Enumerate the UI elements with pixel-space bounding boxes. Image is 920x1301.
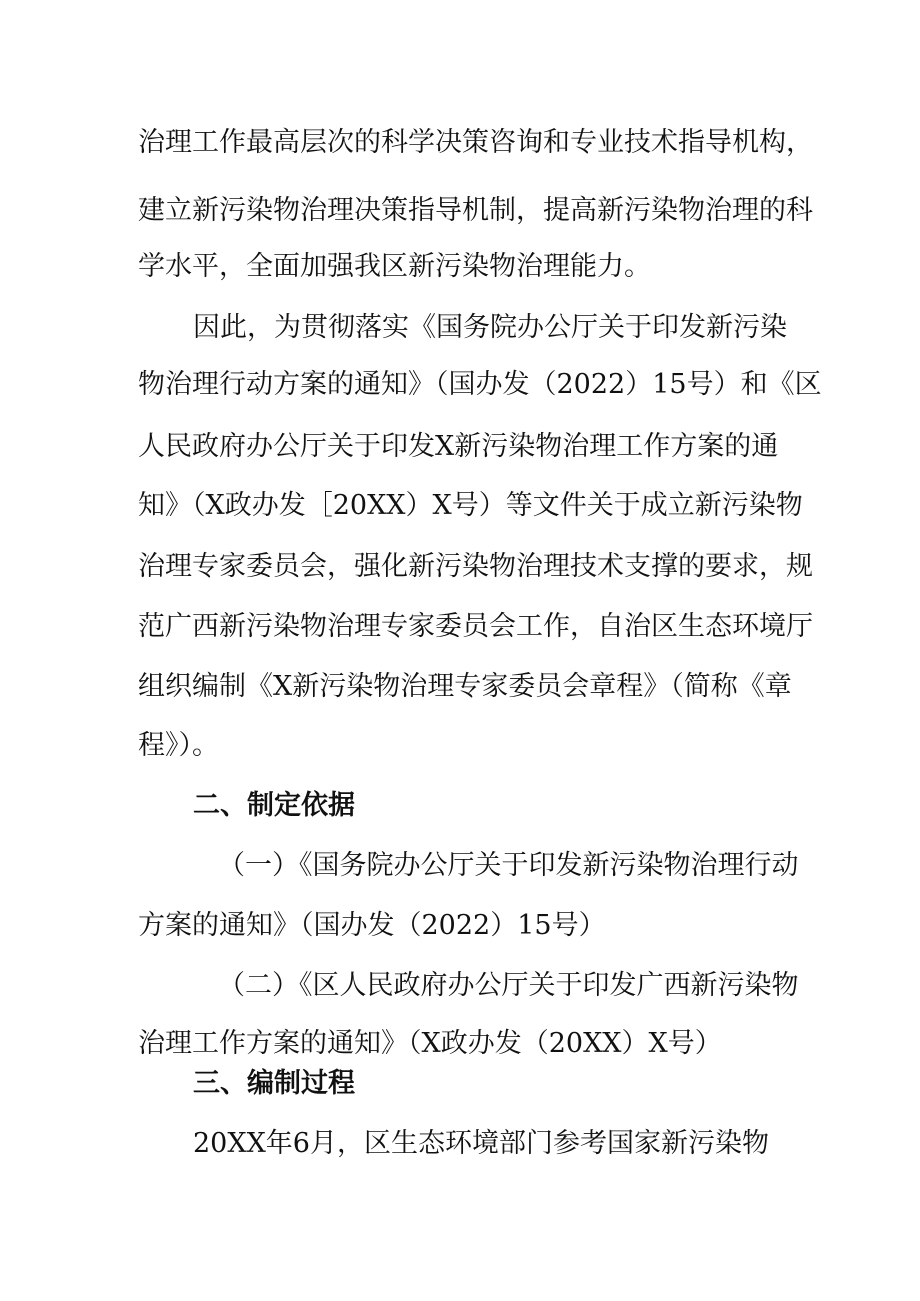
paragraph-2-line-6: 范广西新污染物治理专家委员会工作，自治区生态环境厅 [138, 611, 813, 642]
section-3-heading: 三、编制过程 [193, 1068, 355, 1099]
paragraph-1-line-3: 学水平，全面加强我区新污染物治理能力。 [138, 251, 651, 282]
section-2-item-2-line-1: （二）《区人民政府办公厅关于印发广西新污染物 [218, 970, 799, 1001]
paragraph-2-line-7: 组织编制《X新污染物治理专家委员会章程》（简称《章 [138, 671, 792, 702]
section-2-item-1-line-2: 方案的通知》（国办发（2022）15号） [138, 910, 606, 941]
paragraph-1-line-1: 治理工作最高层次的科学决策咨询和专业技术指导机构， [138, 127, 813, 158]
paragraph-2-line-5: 治理专家委员会，强化新污染物治理技术支撑的要求，规 [138, 551, 813, 582]
paragraph-2-line-2: 物治理行动方案的通知》（国办发（2022）15号）和《区 [138, 369, 822, 400]
section-2-heading: 二、制定依据 [193, 790, 355, 821]
section-2-item-1-line-1: （一）《国务院办公厅关于印发新污染物治理行动 [218, 850, 799, 881]
section-3-paragraph-line-1: 20XX年6月，区生态环境部门参考国家新污染物 [193, 1128, 769, 1159]
paragraph-1-line-2: 建立新污染物治理决策指导机制，提高新污染物治理的科 [138, 195, 813, 226]
paragraph-2-line-4: 知》（X政办发［20XX）X号）等文件关于成立新污染物 [138, 490, 803, 521]
paragraph-2-line-3: 人民政府办公厅关于印发X新污染物治理工作方案的通 [138, 431, 779, 462]
paragraph-2-line-1: 因此，为贯彻落实《国务院办公厅关于印发新污染 [193, 312, 787, 343]
paragraph-2-line-8: 程》）。 [138, 730, 219, 761]
section-2-item-2-line-2: 治理工作方案的通知》（X政办发（20XX）X号） [138, 1028, 722, 1059]
